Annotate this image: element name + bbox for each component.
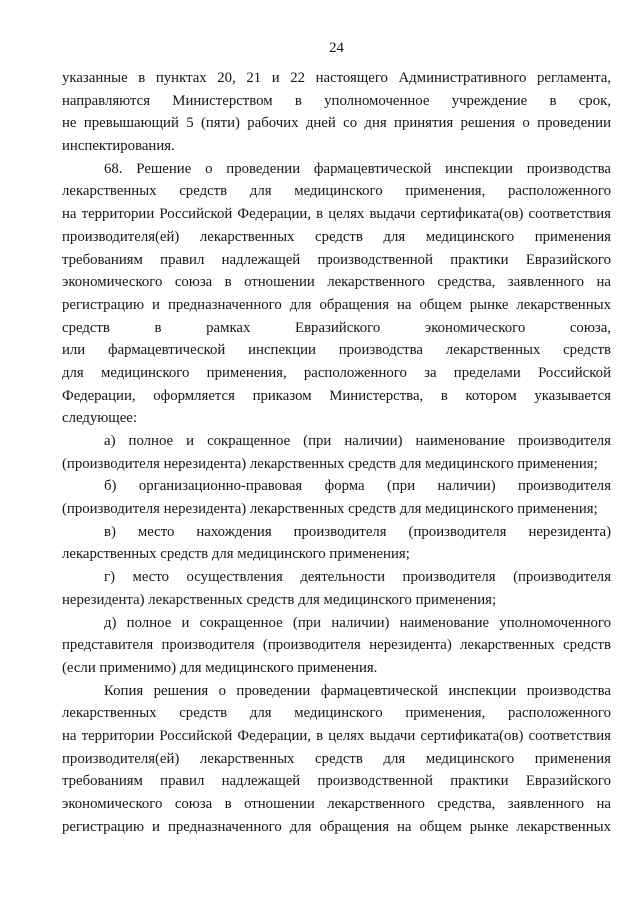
text-line: следующее: xyxy=(62,410,137,427)
text-line: представителя производителя (производителя нерезидента) лекарственных средств xyxy=(62,637,611,654)
continuation-paragraph xyxy=(62,67,611,158)
text-line: (если применимо) для медицинского применения. xyxy=(62,659,378,676)
text-line: д) полное и сокращенное (при наличии) наименование уполномоченного xyxy=(104,614,611,631)
text-line: лекарственных средств для медицинского применения, расположенного xyxy=(62,183,611,200)
text-line: требованиям правил надлежащей производственной практики Евразийского xyxy=(62,251,611,268)
text-line: (производителя нерезидента) лекарственных средств для медицинского применения; xyxy=(62,455,598,472)
text-line: требованиям правил надлежащей производственной практики Евразийского xyxy=(62,773,611,790)
text-line: регистрацию и предназначенного для обращения на общем рынке лекарственных xyxy=(62,818,611,835)
text-line: производителя(ей) лекарственных средств для медицинского применения xyxy=(62,750,611,767)
text-line: лекарственных средств для медицинского применения; xyxy=(62,546,410,563)
body-text xyxy=(62,67,611,838)
text-line: экономического союза в отношении лекарственного средства, заявленного на xyxy=(62,796,611,812)
copy-paragraph xyxy=(62,680,611,839)
paragraph-68 xyxy=(62,158,611,430)
text-line: нерезидента) лекарственных средств для медицинского применения; xyxy=(62,591,497,608)
text-line: 68. Решение о проведении фармацевтической инспекции производства xyxy=(104,160,611,177)
text-line: экономического союза в отношении лекарственного средства, заявленного на xyxy=(62,274,611,291)
text-line: производителя(ей) лекарственных средств для медицинского применения xyxy=(62,228,611,245)
text-line: или фармацевтической инспекции производства лекарственных средств xyxy=(62,342,611,359)
list-item-d xyxy=(62,612,611,680)
text-line: лекарственных средств для медицинского применения, расположенного xyxy=(62,705,611,722)
list-item-a xyxy=(62,430,611,475)
text-line: не превышающий 5 (пяти) рабочих дней со дня принятия решения о проведении xyxy=(62,115,611,132)
text-line: регистрацию и предназначенного для обращения на общем рынке лекарственных xyxy=(62,296,611,313)
text-line: на территории Российской Федерации, в целях выдачи сертификата(ов) соответствия xyxy=(62,206,611,223)
text-line: на территории Российской Федерации, в целях выдачи сертификата(ов) соответствия xyxy=(62,727,611,744)
text-line: в) место нахождения производителя (производителя нерезидента) xyxy=(104,523,611,540)
text-line: направляются Министерством в уполномоченное учреждение в срок, xyxy=(62,92,611,109)
text-line: средств в рамках Евразийского экономического союза, xyxy=(62,319,611,336)
text-line: а) полное и сокращенное (при наличии) наименование производителя xyxy=(104,433,611,449)
list-item-g xyxy=(62,566,611,611)
text-line: г) место осуществления деятельности производителя (производителя xyxy=(104,569,611,586)
page-number: 24 xyxy=(329,40,344,56)
text-line: Федерации, оформляется приказом Министерства, в котором указывается xyxy=(62,387,611,404)
list-item-v xyxy=(62,521,611,566)
text-line: для медицинского применения, расположенного за пределами Российской xyxy=(62,364,611,381)
text-line: Копия решения о проведении фармацевтической инспекции производства xyxy=(104,682,611,699)
text-line: инспектирования. xyxy=(62,138,175,155)
text-line: указанные в пунктах 20, 21 и 22 настоящего Административного регламента, xyxy=(62,70,611,86)
text-line: б) организационно-правовая форма (при наличии) производителя xyxy=(104,478,611,495)
list-item-b xyxy=(62,475,611,520)
text-line: (производителя нерезидента) лекарственных средств для медицинского применения; xyxy=(62,501,598,518)
